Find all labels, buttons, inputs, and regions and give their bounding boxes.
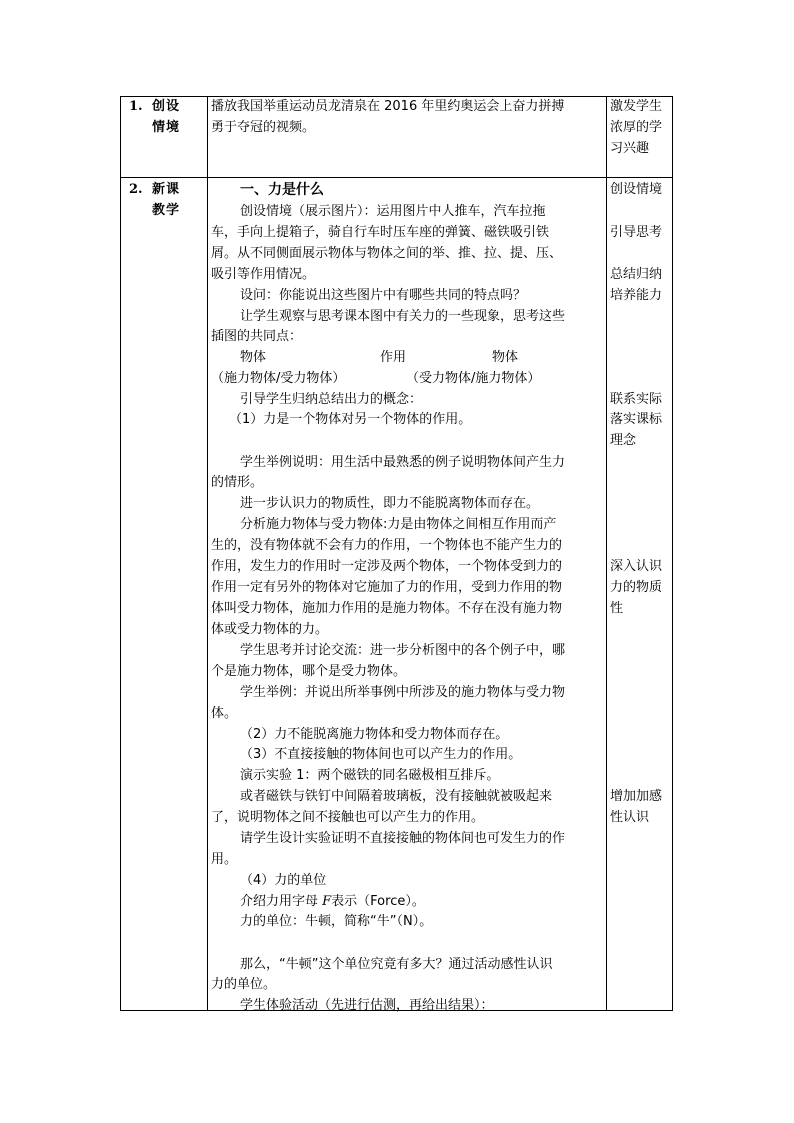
row-2-label: 教学 [152,203,181,218]
paragraph-line: 体。 [211,706,238,721]
note-perception: 增加加感 [610,789,663,804]
paragraph-line: 学生举例：并说出所举事例中所涉及的施力物体与受力物 [240,685,566,700]
note-summarize: 培养能力 [610,288,663,303]
paragraph-line: 或者磁铁与铁钉中间隔着玻璃板，没有接触就被吸起来 [240,789,553,804]
paragraph-line: 生的，没有物体就不会有力的作用，一个物体也不能产生力的 [211,538,563,553]
paragraph-line: 插图的共同点： [211,329,303,344]
row-1-number: 1. [129,99,143,114]
paragraph-line: 了，说明物体之间不接触也可以产生力的作用。 [211,810,485,825]
row-1-note: 激发学生 [610,99,663,114]
paragraph-line: 作用，发生力的作用时一定涉及两个物体，一个物体受到力的 [211,559,563,574]
paragraph-line: 学生思考并讨论交流：进一步分析图中的各个例子中，哪 [240,643,566,658]
column-divider [207,97,208,1010]
definition-2: （2）力不能脱离施力物体和受力物体而存在。 [240,727,509,742]
note-guide-thinking: 引导思考 [610,225,663,240]
unit-symbol-line [240,892,425,912]
paragraph-line: 引导学生归纳总结出力的概念： [240,392,423,407]
paragraph-line: 的情形。 [211,475,264,490]
paragraph-line: 请学生设计实验证明不直接接触的物体间也可发生力的作 [240,831,566,846]
section-heading: 一、力是什么 [240,182,324,198]
diagram-action: 作用 [380,350,407,365]
experiment-line: 演示实验 1：两个磁铁的同名磁极相互排斥。 [240,768,500,783]
unit-symbol-prefix: 介绍力用字母 [240,894,323,909]
row-1-label: 创设 [152,99,181,114]
note-practice: 理念 [610,433,637,448]
column-divider [606,97,607,1010]
note-practice: 落实课标 [610,412,663,427]
row-1-content-line: 勇于夺冠的视频。 [211,120,316,135]
question-line: 设问：你能说出这些图片中有哪些共同的特点吗？ [240,288,527,303]
note-summarize: 总结归纳 [610,267,663,282]
paragraph-line: 吸引等作用情况。 [211,267,316,282]
note-material: 性 [610,601,624,616]
definition-4: （4）力的单位 [240,873,327,888]
paragraph-line: 创设情境（展示图片）：运用图片中人推车，汽车拉拖 [240,204,546,219]
note-material: 深入认识 [610,559,663,574]
paragraph-line: 让学生观察与思考课本图中有关力的一些现象，思考这些 [240,309,566,324]
definition-3: （3）不直接接触的物体间也可以产生力的作用。 [240,747,522,762]
row-1-note: 浓厚的学 [610,120,663,135]
paragraph-line: 体叫受力物体，施加力作用的是施力物体。不存在没有施力物 [211,601,563,616]
paragraph-line: 车，手向上提箱子，骑自行车时压车座的弹簧、磁铁吸引铁 [211,225,550,240]
note-create-context: 创设情境 [610,182,663,197]
definition-1: （1）力是一个物体对另一个物体的作用。 [229,412,472,427]
paragraph-line: 学生举例说明：用生活中最熟悉的例子说明物体间产生力 [240,455,566,470]
diagram-object-left: 物体 [240,350,267,365]
row-1-note: 习兴趣 [610,141,650,156]
paragraph-line: 分析施力物体与受力物体:力是由物体之间相互作用而产 [240,517,557,532]
row-2-label: 新课 [152,182,181,197]
note-practice: 联系实际 [610,392,663,407]
diagram-right-sub: （受力物体/施力物体） [406,371,541,386]
unit-line: 力的单位：牛顿，简称“牛”（N）。 [240,914,433,929]
paragraph-line: 那么，“牛顿”这个单位究竟有多大？通过活动感性认识 [240,957,553,972]
paragraph-line: 体或受力物体的力。 [211,622,329,637]
diagram-object-right: 物体 [492,350,519,365]
paragraph-line: 屑。从不同侧面展示物体与物体之间的举、推、拉、提、压、 [211,246,563,261]
paragraph-line: 作用一定有另外的物体对它施加了力的作用，受到力作用的物 [211,580,563,595]
paragraph-line: 个是施力物体，哪个是受力物体。 [211,664,407,679]
paragraph-line: 进一步认识力的物质性，即力不能脱离物体而存在。 [240,496,540,511]
paragraph-line: 用。 [211,852,238,867]
row-2-number: 2. [129,182,143,197]
paragraph-line: 学生体验活动（先进行估测，再给出结果）： [240,998,494,1013]
paragraph-line: 力的单位。 [211,977,277,992]
diagram-left-sub: （施力物体/受力物体） [211,371,346,386]
force-letter: F [322,894,332,909]
note-material: 力的物质 [610,580,663,595]
row-1-label: 情境 [152,120,181,135]
unit-symbol-suffix: 表示（Force）。 [331,894,425,909]
row-1-content-line: 播放我国举重运动员龙清泉在 2016 年里约奥运会上奋力拼搏 [211,99,565,114]
row-divider [121,177,672,178]
note-perception: 性认识 [610,810,650,825]
